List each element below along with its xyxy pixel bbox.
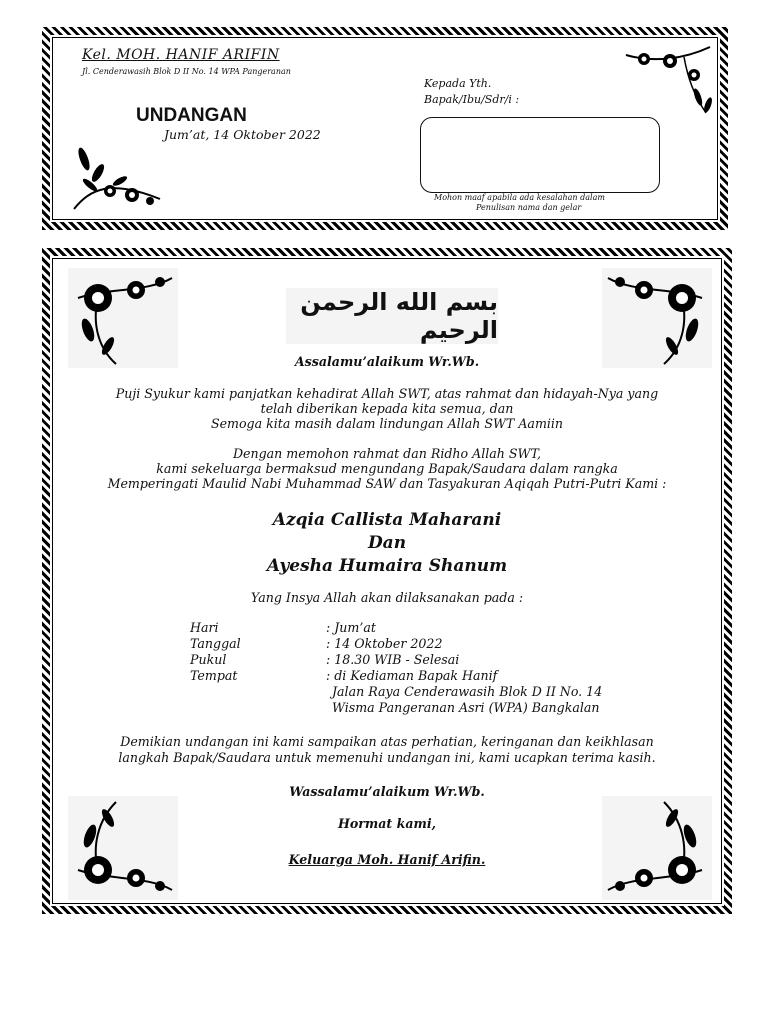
detail-label-date: Tanggal [190,636,241,651]
name-conjunction: Dan [367,533,407,553]
to-line-1: Kepada Yth. [424,77,492,90]
detail-value-day: : Jum’at [326,620,376,635]
detail-value-time: : 18.30 WIB - Selesai [326,652,460,667]
envelope-date: Jum’at, 14 Oktober 2022 [164,127,321,142]
detail-label-day: Hari [190,620,219,635]
farewell: Wassalamu’alaikum Wr.Wb. [289,784,485,799]
apology-line-2: Penulisan nama dan gelar [476,203,582,212]
bismillah-text: بسم الله الرحمن الرحيم [300,288,498,344]
corner-ornament-top-left [68,268,178,368]
floral-ornament-icon [68,796,178,900]
floral-ornament-icon [602,796,712,900]
closing-line-2: langkah Bapak/Saudara untuk memenuhi undangan ini, kami ucapkan terima kasih. [118,750,656,765]
floral-ornament-icon [602,268,712,368]
para1-line-3: Semoga kita masih dalam lindungan Allah SWT Aamiin [210,416,564,431]
child-name-1: Azqia Callista Maharani [272,510,502,530]
floral-ornament-icon [624,45,714,117]
to-line-2: Bapak/Ibu/Sdr/i : [424,93,520,106]
signature-text: Keluarga Moh. Hanif Arifin. [288,852,486,867]
sender-name: Kel. MOH. HANIF ARIFIN [82,47,280,63]
detail-value-place: : di Kediaman Bapak Hanif [326,668,498,683]
floral-ornament-icon [70,139,166,211]
apology-line-1: Mohon maaf apabila ada kesalahan dalam [434,193,605,202]
address-line-2: Wisma Pangeranan Asri (WPA) Bangkalan [332,700,600,715]
corner-ornament-bottom-right [602,796,712,900]
child-name-2: Ayesha Humaira Shanum [266,556,508,576]
floral-ornament-icon [68,268,178,368]
detail-value-date: : 14 Oktober 2022 [326,636,443,651]
envelope-title: UNDANGAN [136,105,247,126]
para1-line-1: Puji Syukur kami panjatkan kehadirat Allah SWT, atas rahmat dan hidayah-Nya yang [115,386,659,401]
signature [50,852,724,868]
regards: Hormat kami, [337,816,436,831]
invitation-letter [42,248,732,914]
detail-label-time: Pukul [190,652,227,667]
para2-line-1: Dengan memohon rahmat dan Ridho Allah SWT, [232,446,542,461]
closing-line-1: Demikian undangan ini kami sampaikan atas perhatian, keringanan dan keikhlasan [120,734,654,749]
sender-address: Jl. Cenderawasih Blok D II No. 14 WPA Pangeranan [82,67,291,76]
recipient-box[interactable] [420,117,660,193]
detail-label-place: Tempat [190,668,238,683]
para1-line-2: telah diberikan kepada kita semua, dan [260,401,514,416]
corner-ornament-bottom-left [68,796,178,900]
greeting: Assalamu’alaikum Wr.Wb. [294,354,480,369]
bismillah-calligraphy [286,288,498,344]
envelope-card [42,27,728,230]
event-intro: Yang Insya Allah akan dilaksanakan pada : [250,590,524,605]
para2-line-2: kami sekeluarga bermaksud mengundang Bapak/Saudara dalam rangka [156,461,618,476]
para2-line-3: Memperingati Maulid Nabi Muhammad SAW dan Tasyakuran Aqiqah Putri-Putri Kami : [107,476,667,491]
corner-ornament-top-right [602,268,712,368]
address-line-1: Jalan Raya Cenderawasih Blok D II No. 14 [332,684,603,699]
